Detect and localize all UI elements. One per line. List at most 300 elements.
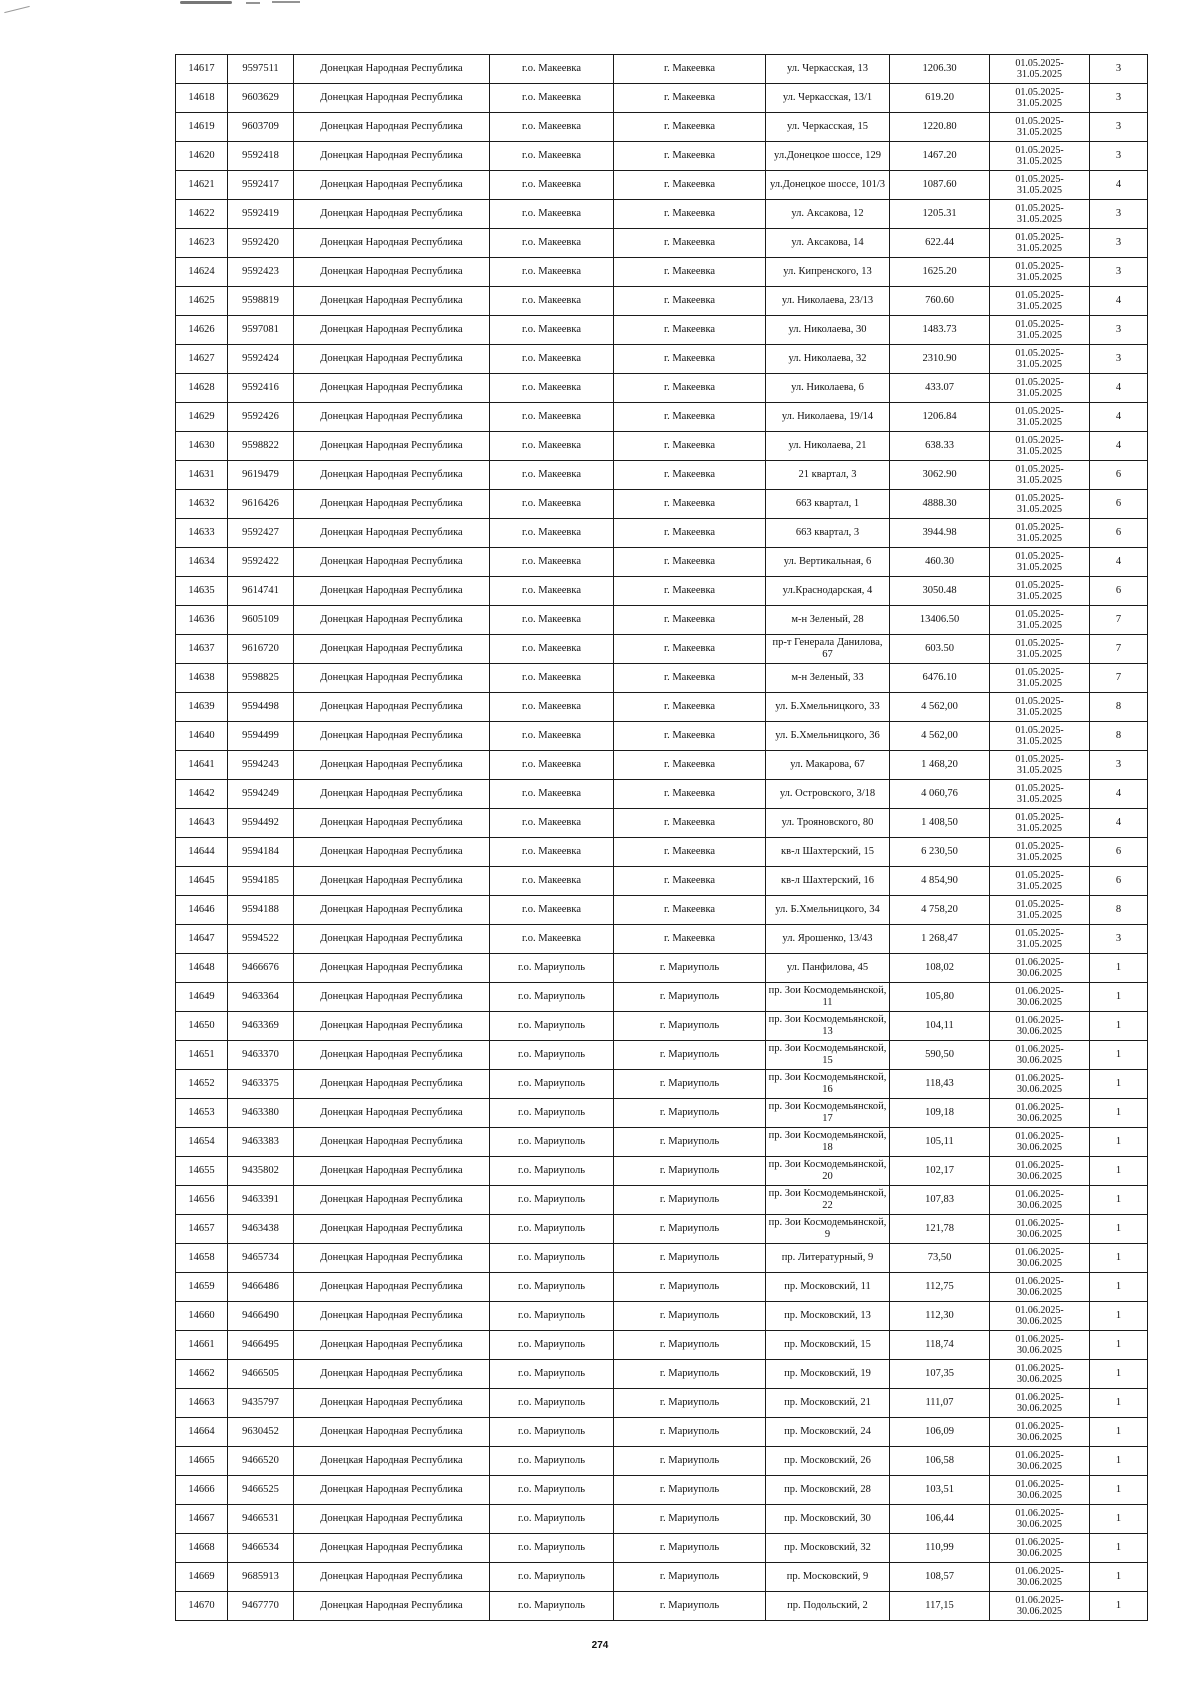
cell-city: г. Мариуполь bbox=[614, 1244, 766, 1273]
cell-region: Донецкая Народная Республика bbox=[294, 838, 490, 867]
cell-address: пр. Литературный, 9 bbox=[766, 1244, 890, 1273]
cell-region: Донецкая Народная Республика bbox=[294, 432, 490, 461]
cell-count: 7 bbox=[1090, 664, 1148, 693]
cell-period: 01.05.2025- 31.05.2025 bbox=[990, 809, 1090, 838]
cell-area: 1 268,47 bbox=[890, 925, 990, 954]
cell-address: ул. Островского, 3/18 bbox=[766, 780, 890, 809]
cell-area: 590,50 bbox=[890, 1041, 990, 1070]
cell-count: 1 bbox=[1090, 954, 1148, 983]
cell-id: 9603629 bbox=[228, 84, 294, 113]
table-row bbox=[176, 1447, 1148, 1476]
cell-count: 1 bbox=[1090, 1418, 1148, 1447]
cell-region: Донецкая Народная Республика bbox=[294, 345, 490, 374]
cell-address: ул. Николаева, 30 bbox=[766, 316, 890, 345]
cell-city: г. Макеевка bbox=[614, 229, 766, 258]
cell-address: м-н Зеленый, 28 bbox=[766, 606, 890, 635]
cell-count: 8 bbox=[1090, 693, 1148, 722]
cell-id: 9592419 bbox=[228, 200, 294, 229]
cell-period: 01.06.2025- 30.06.2025 bbox=[990, 1592, 1090, 1621]
cell-count: 3 bbox=[1090, 142, 1148, 171]
cell-region: Донецкая Народная Республика bbox=[294, 403, 490, 432]
cell-region: Донецкая Народная Республика bbox=[294, 1592, 490, 1621]
cell-num: 14636 bbox=[176, 606, 228, 635]
cell-period: 01.05.2025- 31.05.2025 bbox=[990, 432, 1090, 461]
table-row bbox=[176, 287, 1148, 316]
cell-region: Донецкая Народная Республика bbox=[294, 1186, 490, 1215]
cell-num: 14664 bbox=[176, 1418, 228, 1447]
cell-count: 3 bbox=[1090, 113, 1148, 142]
cell-area: 603.50 bbox=[890, 635, 990, 664]
cell-period: 01.05.2025- 31.05.2025 bbox=[990, 258, 1090, 287]
table-row bbox=[176, 55, 1148, 84]
cell-city: г. Мариуполь bbox=[614, 1476, 766, 1505]
cell-period: 01.06.2025- 30.06.2025 bbox=[990, 1012, 1090, 1041]
cell-district: г.о. Макеевка bbox=[490, 896, 614, 925]
cell-period: 01.05.2025- 31.05.2025 bbox=[990, 316, 1090, 345]
table-row bbox=[176, 606, 1148, 635]
cell-district: г.о. Мариуполь bbox=[490, 1476, 614, 1505]
cell-num: 14622 bbox=[176, 200, 228, 229]
cell-period: 01.05.2025- 31.05.2025 bbox=[990, 519, 1090, 548]
cell-num: 14670 bbox=[176, 1592, 228, 1621]
cell-period: 01.05.2025- 31.05.2025 bbox=[990, 896, 1090, 925]
cell-area: 102,17 bbox=[890, 1157, 990, 1186]
cell-address: ул. Вертикальная, 6 bbox=[766, 548, 890, 577]
cell-num: 14620 bbox=[176, 142, 228, 171]
cell-address: ул. Николаева, 21 bbox=[766, 432, 890, 461]
cell-count: 1 bbox=[1090, 1447, 1148, 1476]
cell-city: г. Мариуполь bbox=[614, 1331, 766, 1360]
cell-num: 14638 bbox=[176, 664, 228, 693]
cell-area: 2310.90 bbox=[890, 345, 990, 374]
cell-region: Донецкая Народная Республика bbox=[294, 954, 490, 983]
cell-id: 9603709 bbox=[228, 113, 294, 142]
cell-region: Донецкая Народная Республика bbox=[294, 722, 490, 751]
cell-period: 01.05.2025- 31.05.2025 bbox=[990, 664, 1090, 693]
cell-id: 9616720 bbox=[228, 635, 294, 664]
cell-district: г.о. Макеевка bbox=[490, 925, 614, 954]
cell-address: пр. Зои Космодемьянской, 22 bbox=[766, 1186, 890, 1215]
cell-id: 9463438 bbox=[228, 1215, 294, 1244]
cell-area: 433.07 bbox=[890, 374, 990, 403]
cell-id: 9592422 bbox=[228, 548, 294, 577]
table-row bbox=[176, 1592, 1148, 1621]
cell-area: 117,15 bbox=[890, 1592, 990, 1621]
cell-district: г.о. Мариуполь bbox=[490, 1447, 614, 1476]
cell-id: 9619479 bbox=[228, 461, 294, 490]
cell-count: 6 bbox=[1090, 490, 1148, 519]
cell-address: 21 квартал, 3 bbox=[766, 461, 890, 490]
cell-city: г. Макеевка bbox=[614, 55, 766, 84]
cell-count: 1 bbox=[1090, 1012, 1148, 1041]
cell-district: г.о. Макеевка bbox=[490, 809, 614, 838]
table-row bbox=[176, 1128, 1148, 1157]
cell-area: 1205.31 bbox=[890, 200, 990, 229]
scan-artifact bbox=[180, 0, 320, 6]
cell-num: 14654 bbox=[176, 1128, 228, 1157]
cell-period: 01.05.2025- 31.05.2025 bbox=[990, 200, 1090, 229]
cell-area: 3944.98 bbox=[890, 519, 990, 548]
cell-district: г.о. Мариуполь bbox=[490, 1041, 614, 1070]
cell-id: 9466520 bbox=[228, 1447, 294, 1476]
cell-district: г.о. Макеевка bbox=[490, 171, 614, 200]
cell-area: 105,11 bbox=[890, 1128, 990, 1157]
cell-address: пр. Зои Космодемьянской, 13 bbox=[766, 1012, 890, 1041]
cell-city: г. Мариуполь bbox=[614, 1360, 766, 1389]
cell-address: 663 квартал, 1 bbox=[766, 490, 890, 519]
cell-count: 3 bbox=[1090, 84, 1148, 113]
cell-area: 108,57 bbox=[890, 1563, 990, 1592]
cell-period: 01.06.2025- 30.06.2025 bbox=[990, 1244, 1090, 1273]
cell-district: г.о. Макеевка bbox=[490, 751, 614, 780]
table-row bbox=[176, 1041, 1148, 1070]
cell-district: г.о. Мариуполь bbox=[490, 1070, 614, 1099]
cell-num: 14655 bbox=[176, 1157, 228, 1186]
cell-region: Донецкая Народная Республика bbox=[294, 1360, 490, 1389]
cell-count: 1 bbox=[1090, 1389, 1148, 1418]
cell-city: г. Мариуполь bbox=[614, 1447, 766, 1476]
cell-area: 622.44 bbox=[890, 229, 990, 258]
cell-num: 14651 bbox=[176, 1041, 228, 1070]
cell-region: Донецкая Народная Республика bbox=[294, 519, 490, 548]
cell-period: 01.06.2025- 30.06.2025 bbox=[990, 1389, 1090, 1418]
cell-num: 14619 bbox=[176, 113, 228, 142]
cell-area: 6 230,50 bbox=[890, 838, 990, 867]
table-row bbox=[176, 1563, 1148, 1592]
cell-num: 14624 bbox=[176, 258, 228, 287]
cell-num: 14657 bbox=[176, 1215, 228, 1244]
cell-period: 01.05.2025- 31.05.2025 bbox=[990, 113, 1090, 142]
cell-address: пр. Зои Космодемьянской, 20 bbox=[766, 1157, 890, 1186]
table-row bbox=[176, 838, 1148, 867]
cell-address: м-н Зеленый, 33 bbox=[766, 664, 890, 693]
cell-region: Донецкая Народная Республика bbox=[294, 925, 490, 954]
cell-city: г. Мариуполь bbox=[614, 1273, 766, 1302]
cell-num: 14628 bbox=[176, 374, 228, 403]
cell-area: 13406.50 bbox=[890, 606, 990, 635]
cell-num: 14639 bbox=[176, 693, 228, 722]
cell-num: 14630 bbox=[176, 432, 228, 461]
cell-area: 103,51 bbox=[890, 1476, 990, 1505]
cell-district: г.о. Мариуполь bbox=[490, 1563, 614, 1592]
cell-district: г.о. Мариуполь bbox=[490, 1592, 614, 1621]
cell-id: 9592416 bbox=[228, 374, 294, 403]
cell-num: 14635 bbox=[176, 577, 228, 606]
cell-city: г. Макеевка bbox=[614, 664, 766, 693]
cell-district: г.о. Макеевка bbox=[490, 461, 614, 490]
cell-city: г. Макеевка bbox=[614, 258, 766, 287]
cell-id: 9605109 bbox=[228, 606, 294, 635]
cell-address: ул. Аксакова, 14 bbox=[766, 229, 890, 258]
cell-region: Донецкая Народная Республика bbox=[294, 1041, 490, 1070]
cell-num: 14653 bbox=[176, 1099, 228, 1128]
cell-id: 9598825 bbox=[228, 664, 294, 693]
cell-count: 1 bbox=[1090, 1563, 1148, 1592]
cell-city: г. Макеевка bbox=[614, 345, 766, 374]
cell-num: 14637 bbox=[176, 635, 228, 664]
cell-period: 01.05.2025- 31.05.2025 bbox=[990, 171, 1090, 200]
cell-district: г.о. Макеевка bbox=[490, 635, 614, 664]
cell-region: Донецкая Народная Республика bbox=[294, 1534, 490, 1563]
cell-num: 14659 bbox=[176, 1273, 228, 1302]
page-number: 274 bbox=[591, 1640, 609, 1651]
cell-id: 9463370 bbox=[228, 1041, 294, 1070]
cell-count: 1 bbox=[1090, 1505, 1148, 1534]
cell-id: 9592423 bbox=[228, 258, 294, 287]
cell-num: 14669 bbox=[176, 1563, 228, 1592]
cell-city: г. Макеевка bbox=[614, 925, 766, 954]
cell-period: 01.06.2025- 30.06.2025 bbox=[990, 1157, 1090, 1186]
cell-address: ул. Николаева, 6 bbox=[766, 374, 890, 403]
cell-count: 1 bbox=[1090, 1331, 1148, 1360]
cell-region: Донецкая Народная Республика bbox=[294, 258, 490, 287]
cell-period: 01.05.2025- 31.05.2025 bbox=[990, 577, 1090, 606]
cell-num: 14617 bbox=[176, 55, 228, 84]
cell-city: г. Макеевка bbox=[614, 838, 766, 867]
cell-address: ул. Трояновского, 80 bbox=[766, 809, 890, 838]
table-row bbox=[176, 1273, 1148, 1302]
cell-city: г. Мариуполь bbox=[614, 1534, 766, 1563]
cell-city: г. Макеевка bbox=[614, 490, 766, 519]
table-row bbox=[176, 432, 1148, 461]
cell-count: 1 bbox=[1090, 1157, 1148, 1186]
cell-region: Донецкая Народная Республика bbox=[294, 1099, 490, 1128]
cell-area: 107,35 bbox=[890, 1360, 990, 1389]
cell-id: 9616426 bbox=[228, 490, 294, 519]
cell-count: 3 bbox=[1090, 258, 1148, 287]
cell-address: 663 квартал, 3 bbox=[766, 519, 890, 548]
cell-address: пр. Московский, 30 bbox=[766, 1505, 890, 1534]
cell-id: 9463380 bbox=[228, 1099, 294, 1128]
cell-num: 14627 bbox=[176, 345, 228, 374]
cell-period: 01.05.2025- 31.05.2025 bbox=[990, 838, 1090, 867]
cell-district: г.о. Макеевка bbox=[490, 200, 614, 229]
cell-address: ул. Николаева, 23/13 bbox=[766, 287, 890, 316]
cell-num: 14633 bbox=[176, 519, 228, 548]
cell-id: 9630452 bbox=[228, 1418, 294, 1447]
cell-city: г. Макеевка bbox=[614, 519, 766, 548]
cell-region: Донецкая Народная Республика bbox=[294, 809, 490, 838]
cell-area: 106,44 bbox=[890, 1505, 990, 1534]
cell-region: Донецкая Народная Республика bbox=[294, 1128, 490, 1157]
table-row bbox=[176, 1099, 1148, 1128]
cell-district: г.о. Макеевка bbox=[490, 229, 614, 258]
cell-count: 3 bbox=[1090, 55, 1148, 84]
cell-city: г. Макеевка bbox=[614, 809, 766, 838]
cell-address: ул. Черкасская, 13 bbox=[766, 55, 890, 84]
cell-area: 638.33 bbox=[890, 432, 990, 461]
table-row bbox=[176, 1331, 1148, 1360]
cell-region: Донецкая Народная Республика bbox=[294, 55, 490, 84]
cell-district: г.о. Макеевка bbox=[490, 548, 614, 577]
cell-num: 14668 bbox=[176, 1534, 228, 1563]
cell-num: 14641 bbox=[176, 751, 228, 780]
cell-num: 14666 bbox=[176, 1476, 228, 1505]
cell-num: 14661 bbox=[176, 1331, 228, 1360]
cell-district: г.о. Мариуполь bbox=[490, 1157, 614, 1186]
cell-area: 1206.84 bbox=[890, 403, 990, 432]
cell-city: г. Макеевка bbox=[614, 403, 766, 432]
cell-id: 9466505 bbox=[228, 1360, 294, 1389]
cell-id: 9592417 bbox=[228, 171, 294, 200]
cell-id: 9463383 bbox=[228, 1128, 294, 1157]
cell-num: 14645 bbox=[176, 867, 228, 896]
cell-address: ул. Б.Хмельницкого, 33 bbox=[766, 693, 890, 722]
cell-num: 14650 bbox=[176, 1012, 228, 1041]
table-row bbox=[176, 1302, 1148, 1331]
cell-district: г.о. Макеевка bbox=[490, 374, 614, 403]
cell-region: Донецкая Народная Республика bbox=[294, 113, 490, 142]
cell-period: 01.06.2025- 30.06.2025 bbox=[990, 1563, 1090, 1592]
cell-id: 9467770 bbox=[228, 1592, 294, 1621]
cell-period: 01.05.2025- 31.05.2025 bbox=[990, 751, 1090, 780]
cell-region: Донецкая Народная Республика bbox=[294, 548, 490, 577]
cell-region: Донецкая Народная Республика bbox=[294, 664, 490, 693]
cell-address: пр. Московский, 21 bbox=[766, 1389, 890, 1418]
cell-district: г.о. Мариуполь bbox=[490, 1273, 614, 1302]
cell-period: 01.06.2025- 30.06.2025 bbox=[990, 1215, 1090, 1244]
cell-period: 01.06.2025- 30.06.2025 bbox=[990, 1128, 1090, 1157]
cell-area: 104,11 bbox=[890, 1012, 990, 1041]
cell-period: 01.06.2025- 30.06.2025 bbox=[990, 1273, 1090, 1302]
cell-region: Донецкая Народная Республика bbox=[294, 171, 490, 200]
cell-city: г. Мариуполь bbox=[614, 1128, 766, 1157]
cell-region: Донецкая Народная Республика bbox=[294, 142, 490, 171]
table-row bbox=[176, 113, 1148, 142]
cell-district: г.о. Макеевка bbox=[490, 867, 614, 896]
cell-id: 9685913 bbox=[228, 1563, 294, 1592]
cell-address: ул.Донецкое шоссе, 101/3 bbox=[766, 171, 890, 200]
cell-region: Донецкая Народная Республика bbox=[294, 983, 490, 1012]
cell-period: 01.05.2025- 31.05.2025 bbox=[990, 84, 1090, 113]
table-row bbox=[176, 316, 1148, 345]
cell-count: 4 bbox=[1090, 374, 1148, 403]
cell-period: 01.06.2025- 30.06.2025 bbox=[990, 1331, 1090, 1360]
cell-area: 111,07 bbox=[890, 1389, 990, 1418]
cell-num: 14656 bbox=[176, 1186, 228, 1215]
cell-city: г. Мариуполь bbox=[614, 954, 766, 983]
cell-num: 14648 bbox=[176, 954, 228, 983]
cell-count: 1 bbox=[1090, 1099, 1148, 1128]
cell-id: 9594522 bbox=[228, 925, 294, 954]
table-row bbox=[176, 1157, 1148, 1186]
cell-count: 6 bbox=[1090, 577, 1148, 606]
cell-num: 14626 bbox=[176, 316, 228, 345]
table-row bbox=[176, 983, 1148, 1012]
table-row bbox=[176, 142, 1148, 171]
cell-city: г. Макеевка bbox=[614, 751, 766, 780]
cell-period: 01.06.2025- 30.06.2025 bbox=[990, 1534, 1090, 1563]
cell-region: Донецкая Народная Республика bbox=[294, 1244, 490, 1273]
cell-city: г. Макеевка bbox=[614, 548, 766, 577]
cell-city: г. Макеевка bbox=[614, 200, 766, 229]
cell-count: 3 bbox=[1090, 345, 1148, 374]
cell-region: Донецкая Народная Республика bbox=[294, 287, 490, 316]
table-row bbox=[176, 780, 1148, 809]
cell-count: 3 bbox=[1090, 229, 1148, 258]
cell-period: 01.05.2025- 31.05.2025 bbox=[990, 780, 1090, 809]
cell-district: г.о. Макеевка bbox=[490, 432, 614, 461]
cell-count: 4 bbox=[1090, 403, 1148, 432]
cell-district: г.о. Мариуполь bbox=[490, 983, 614, 1012]
cell-area: 118,74 bbox=[890, 1331, 990, 1360]
cell-city: г. Мариуполь bbox=[614, 1389, 766, 1418]
table-row bbox=[176, 867, 1148, 896]
cell-region: Донецкая Народная Республика bbox=[294, 1070, 490, 1099]
cell-city: г. Макеевка bbox=[614, 84, 766, 113]
cell-period: 01.05.2025- 31.05.2025 bbox=[990, 229, 1090, 258]
cell-address: пр. Московский, 24 bbox=[766, 1418, 890, 1447]
cell-address: ул. Черкасская, 15 bbox=[766, 113, 890, 142]
cell-id: 9466531 bbox=[228, 1505, 294, 1534]
cell-address: пр. Московский, 13 bbox=[766, 1302, 890, 1331]
cell-count: 4 bbox=[1090, 548, 1148, 577]
cell-district: г.о. Макеевка bbox=[490, 838, 614, 867]
table-row bbox=[176, 809, 1148, 838]
cell-city: г. Мариуполь bbox=[614, 1563, 766, 1592]
cell-num: 14658 bbox=[176, 1244, 228, 1273]
cell-city: г. Макеевка bbox=[614, 287, 766, 316]
cell-area: 4 562,00 bbox=[890, 722, 990, 751]
cell-address: ул. Николаева, 32 bbox=[766, 345, 890, 374]
cell-area: 1 468,20 bbox=[890, 751, 990, 780]
cell-num: 14649 bbox=[176, 983, 228, 1012]
cell-region: Донецкая Народная Республика bbox=[294, 577, 490, 606]
table-row bbox=[176, 490, 1148, 519]
cell-id: 9466495 bbox=[228, 1331, 294, 1360]
table-row bbox=[176, 200, 1148, 229]
cell-address: пр. Московский, 32 bbox=[766, 1534, 890, 1563]
cell-period: 01.06.2025- 30.06.2025 bbox=[990, 954, 1090, 983]
cell-city: г. Макеевка bbox=[614, 635, 766, 664]
cell-num: 14646 bbox=[176, 896, 228, 925]
cell-area: 107,83 bbox=[890, 1186, 990, 1215]
cell-district: г.о. Мариуполь bbox=[490, 1244, 614, 1273]
cell-count: 6 bbox=[1090, 461, 1148, 490]
cell-id: 9594188 bbox=[228, 896, 294, 925]
cell-city: г. Мариуполь bbox=[614, 1302, 766, 1331]
cell-address: ул. Ярошенко, 13/43 bbox=[766, 925, 890, 954]
table-row bbox=[176, 693, 1148, 722]
cell-address: пр. Зои Космодемьянской, 9 bbox=[766, 1215, 890, 1244]
cell-district: г.о. Макеевка bbox=[490, 287, 614, 316]
table-row bbox=[176, 1186, 1148, 1215]
cell-id: 9466525 bbox=[228, 1476, 294, 1505]
cell-region: Донецкая Народная Республика bbox=[294, 867, 490, 896]
cell-city: г. Мариуполь bbox=[614, 1215, 766, 1244]
cell-area: 1483.73 bbox=[890, 316, 990, 345]
cell-period: 01.05.2025- 31.05.2025 bbox=[990, 55, 1090, 84]
cell-id: 9463364 bbox=[228, 983, 294, 1012]
cell-district: г.о. Мариуполь bbox=[490, 1534, 614, 1563]
cell-district: г.о. Мариуполь bbox=[490, 1012, 614, 1041]
cell-district: г.о. Макеевка bbox=[490, 84, 614, 113]
cell-id: 9463375 bbox=[228, 1070, 294, 1099]
table-row bbox=[176, 84, 1148, 113]
cell-num: 14625 bbox=[176, 287, 228, 316]
cell-count: 1 bbox=[1090, 1128, 1148, 1157]
cell-period: 01.05.2025- 31.05.2025 bbox=[990, 142, 1090, 171]
cell-region: Донецкая Народная Республика bbox=[294, 1273, 490, 1302]
cell-count: 1 bbox=[1090, 1041, 1148, 1070]
cell-district: г.о. Мариуполь bbox=[490, 1418, 614, 1447]
cell-count: 4 bbox=[1090, 809, 1148, 838]
cell-period: 01.06.2025- 30.06.2025 bbox=[990, 983, 1090, 1012]
cell-num: 14631 bbox=[176, 461, 228, 490]
cell-period: 01.05.2025- 31.05.2025 bbox=[990, 693, 1090, 722]
cell-id: 9597511 bbox=[228, 55, 294, 84]
cell-id: 9594498 bbox=[228, 693, 294, 722]
